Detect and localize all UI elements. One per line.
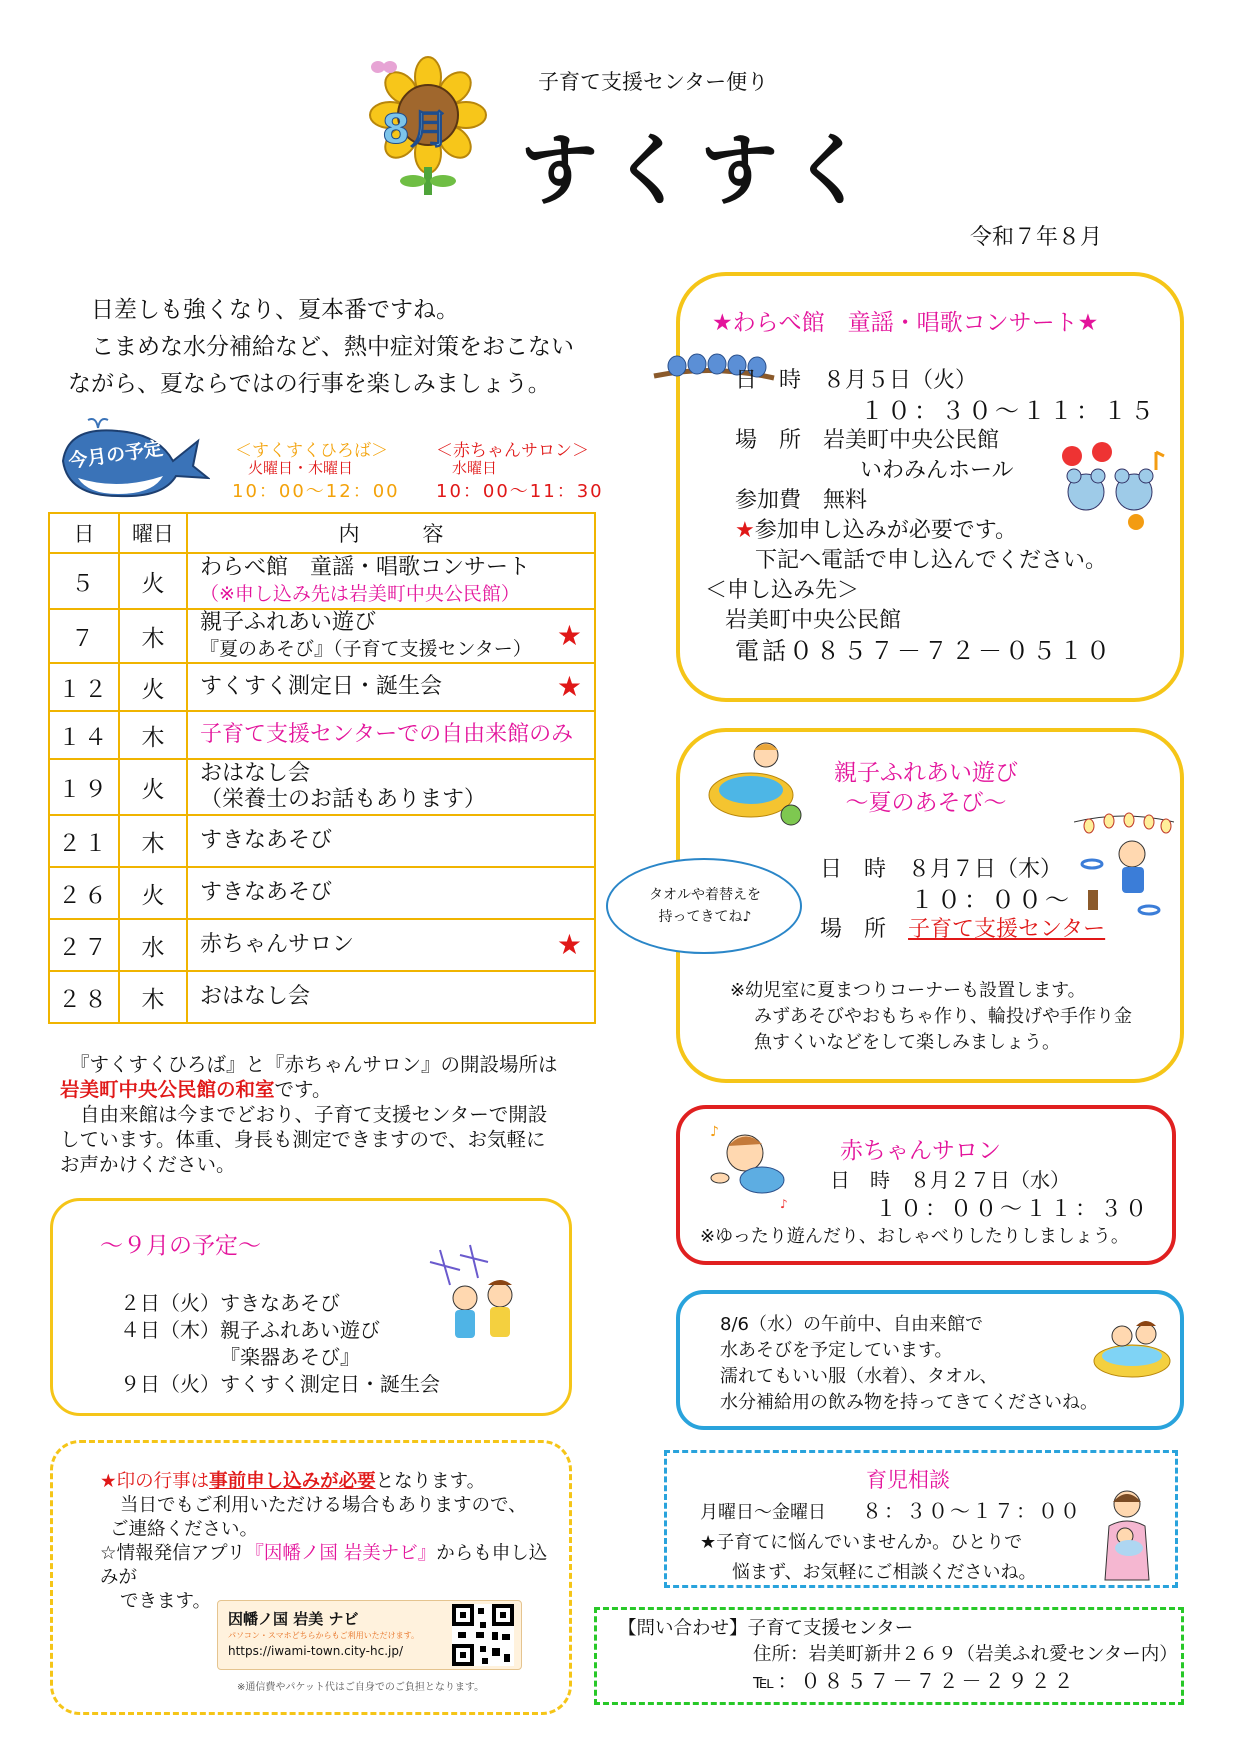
table-row [49,919,595,971]
water-play-text [720,1312,1098,1416]
kids-pool-illustration [1090,1306,1174,1382]
location-line: 自由来館は今までどおり、子育て支援センターで開設 [80,1103,548,1126]
notice-line: できます。 [120,1591,212,1612]
star-icon: ★ [735,518,755,543]
consult-line: ★子育てに悩んでいませんか。ひとりで [700,1532,1023,1553]
salon-title: ＜赤ちゃんサロン＞ [436,441,589,461]
salon-time: 10：00～11：30 [436,481,604,502]
newsletter-title: すくすく [520,126,881,216]
fee-label: 参加費 [735,488,802,513]
row-content-line: 赤ちゃんサロン [200,932,355,957]
hiroba-time: 10：00～12：00 [232,481,400,502]
notice-star: ★印の行事は [100,1471,210,1492]
notice-line [100,1470,560,1494]
row-content [187,609,595,663]
notice-app-name: 『因幡ノ国 岩美ナビ』 [245,1543,437,1564]
location-note [60,1052,600,1177]
row-content-line: 親子ふれあい遊び [200,610,377,635]
row-weekday: 火 [119,759,187,815]
row-weekday: 木 [119,815,187,867]
navi-app-name: 因幡ノ国 岩美 ナビ [228,1610,359,1628]
row-weekday: 木 [119,711,187,759]
table-row [49,609,595,663]
salon-time: １０：００～１１：３０ [875,1197,1151,1222]
location-line: 『すくすくひろば』と『赤ちゃんサロン』の開設場所は [70,1053,558,1076]
bubble-line: タオルや着替えを [649,887,761,903]
row-content-line: 子育て支援センターでの自由来館のみ [200,722,574,747]
oyako-note-line: 魚すくいなどをして楽しみましょう。 [754,1032,1060,1053]
fee-value: 無料 [823,488,868,513]
location-tail: です。 [274,1078,332,1101]
row-content-sub: （栄養士のお話もあります） [200,787,487,812]
salon-days: 水曜日 [452,459,498,477]
speech-bubble-text [620,884,790,928]
oyako-details [820,855,1105,945]
navi-app-sub: パソコン・スマホどちらからもご利用いただけます。 [228,1631,420,1640]
row-content [187,919,595,971]
row-content-line: すきなあそび [200,828,333,853]
children-dragonfly-illustration [420,1240,532,1350]
star-icon: ★ [556,670,582,703]
date-value: ８月５日（火） [823,368,978,393]
september-item: 『楽器あそび』 [220,1345,360,1369]
oyako-note-line: ※幼児室に夏まつりコーナーも設置します。 [730,980,1086,1001]
row-content-sub: （※申し込み先は岩美町中央公民館） [200,583,520,605]
svg-text:♪: ♪ [710,1124,719,1140]
notice-app-tail: からも申し込みが [100,1543,548,1588]
september-title: ～９月の予定～ [100,1233,261,1259]
september-list [120,1290,440,1398]
september-item: ９日（火）すくすく測定日・誕生会 [120,1372,440,1396]
warabe-apply-place: 岩美町中央公民館 [725,608,902,633]
place-label: 場 所 [820,917,887,942]
intro-line: 日差しも強くなり、夏本番ですね。 [91,297,459,323]
oyako-title-line: ～夏のあそび～ [845,790,1007,816]
contact-address: 住所：岩美町新井２６９（岩美ふれ愛センター内） [753,1644,1178,1665]
oyako-time: １０：００～ [910,886,1072,914]
hiroba-days: 火曜日・木曜日 [248,459,354,477]
row-content [187,663,595,711]
row-content-line: おはなし会 [200,984,311,1009]
row-content [187,867,595,919]
intro-text [68,292,598,403]
row-day: ２７ [49,919,119,971]
row-weekday: 火 [119,867,187,919]
salon-date-line [830,1166,1150,1195]
contact-title: 【問い合わせ】子育て支援センター [618,1618,914,1639]
place-value: 岩美町中央公民館 [823,428,1000,453]
september-item: ２日（火）すきなあそび [120,1291,340,1315]
row-weekday: 水 [119,919,187,971]
row-day: ５ [49,553,119,609]
consult-line: 悩まず、お気軽にご相談くださいね。 [732,1562,1037,1583]
location-highlight: 岩美町中央公民館の和室 [60,1078,275,1101]
mother-with-baby-illustration [1095,1486,1159,1582]
table-row [49,663,595,711]
warabe-place2: いわみんホール [860,458,1014,483]
contact-text [618,1616,1178,1694]
table-row [49,815,595,867]
row-weekday: 火 [119,553,187,609]
notice-line: ご連絡ください。 [110,1519,259,1540]
notice-line: 当日でもご利用いただける場合もありますので、 [120,1495,527,1516]
intro-line: ながら、夏ならではの行事を楽しみましょう。 [68,371,551,397]
row-weekday: 木 [119,971,187,1023]
table-row [49,711,595,759]
row-content-sub: 『夏のあそび』（子育て支援センター） [200,638,532,660]
date-label: 日 時 [830,1168,890,1192]
svg-text:♪: ♪ [780,1197,788,1210]
water-line: 水分補給用の飲み物を持ってきてくださいね。 [720,1392,1098,1413]
baby-salon-title: 赤ちゃんサロン [840,1138,1001,1164]
table-row [49,759,595,815]
row-day: １４ [49,711,119,759]
schedule-table [48,512,596,1024]
september-item: ４日（木）親子ふれあい遊び [120,1318,380,1342]
notice-line [100,1542,560,1590]
notice-text [100,1470,560,1614]
oyako-title [826,758,1026,818]
row-weekday: 火 [119,663,187,711]
row-content-line: おはなし会 [200,761,311,786]
row-content-line: すくすく測定日・誕生会 [200,674,443,699]
date-value: ８月７日（木） [908,857,1063,882]
warabe-date-line [735,366,1157,396]
whale-label: 今月の予定 [67,437,165,473]
row-content [187,711,595,759]
contact-tel: ℡：０８５７－７２－２９２２ [753,1669,1077,1693]
table-header-row [49,513,595,553]
notice-app-prefix: ☆情報発信アプリ [100,1543,246,1564]
warabe-req2: 下記へ電話で申し込んでください。 [755,548,1108,573]
month-badge: 8月 [382,107,450,153]
baby-salon-note: ※ゆったり遊んだり、おしゃべりしたりしましょう。 [700,1226,1129,1247]
navi-footnote: ※通信費やパケット代はご自身でのご負担となります。 [237,1682,485,1693]
row-day: １２ [49,663,119,711]
oyako-note-line: みずあそびやおもちゃ作り、輪投げや手作り金 [754,1006,1132,1027]
row-day: ２６ [49,867,119,919]
header-content: 内 容 [187,513,595,553]
consult-hours-line [700,1496,1082,1528]
req-text: 参加申し込みが必要です。 [754,518,1017,543]
oyako-note [730,978,1170,1056]
date-value: ８月２７日（水） [910,1168,1070,1192]
row-content [187,553,595,609]
qr-code-icon[interactable] [452,1604,514,1666]
mice-musicians-illustration [1056,442,1168,530]
newsletter-subtitle: 子育て支援センター便り [538,70,769,94]
parenting-consult-title: 育児相談 [866,1468,950,1492]
navi-app-url[interactable]: https://iwami-town.city-hc.jp/ [228,1644,404,1658]
date-label: 日 時 [820,857,887,882]
star-icon: ★ [556,619,582,652]
warabe-title: ★わらべ館 童謡・唱歌コンサート★ [712,310,1099,336]
row-content-line: わらべ館 童謡・唱歌コンサート [200,555,531,580]
baby-salon-details [830,1166,1150,1224]
oyako-date-line [820,855,1105,885]
header-weekday: 曜日 [119,513,187,553]
oyako-title-line: 親子ふれあい遊び [834,760,1018,786]
row-day: ２１ [49,815,119,867]
intro-line: こまめな水分補給など、熱中症対策をおこない [91,334,574,360]
location-line [60,1077,600,1102]
table-row [49,971,595,1023]
location-line: お声かけください。 [60,1153,236,1176]
water-line: 水あそびを予定しています。 [720,1340,953,1361]
row-day: １９ [49,759,119,815]
row-content [187,759,595,815]
consult-time: ８：３０～１７：００ [862,1499,1082,1523]
warabe-time: １０：３０～１１：１５ [860,397,1157,425]
crawling-baby-illustration [700,1118,800,1210]
notice-tail: となります。 [375,1471,486,1492]
date-label: 日 時 [735,368,802,393]
header-day: 日 [49,513,119,553]
table-row [49,867,595,919]
table-row [49,553,595,609]
place-value: 子育て支援センター [908,917,1106,942]
hiroba-title: ＜すくすくひろば＞ [235,441,388,461]
child-in-pool-illustration [706,730,806,830]
oyako-place-line [820,915,1105,945]
star-icon: ★ [556,928,582,961]
row-day: ２８ [49,971,119,1023]
water-line: 8/6（水）の午前中、自由来館で [720,1314,983,1335]
row-day: ７ [49,609,119,663]
notice-required: 事前申し込みが必要 [209,1471,376,1492]
row-content [187,971,595,1023]
water-line: 濡れてもいい服（水着）、タオル、 [720,1366,998,1387]
bubble-line: 持ってきてね♪ [658,909,752,925]
row-content [187,815,595,867]
issue-date: 令和７年８月 [970,225,1103,250]
row-content-line: すきなあそび [200,880,333,905]
location-line: しています。体重、身長も測定できますので、お気軽に [60,1128,546,1151]
warabe-apply-tel: 電話０８５７－７２－０５１０ [735,637,1113,665]
row-weekday: 木 [119,609,187,663]
parenting-consult-text [700,1496,1082,1588]
consult-days: 月曜日～金曜日 [700,1502,826,1523]
place-label: 場 所 [735,428,802,453]
warabe-apply-label: ＜申し込み先＞ [705,578,860,603]
